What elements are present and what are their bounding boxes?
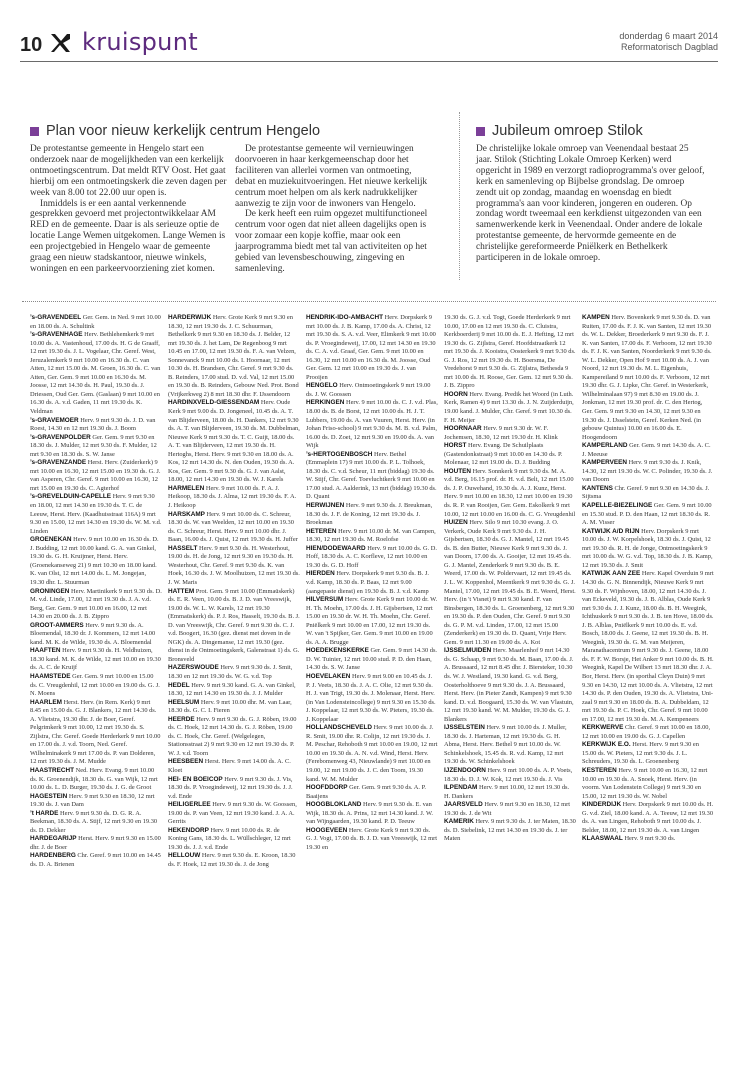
church-listing xyxy=(168,399,300,484)
listing-place: HARDEGARIJP xyxy=(30,835,77,843)
church-listing xyxy=(168,827,300,853)
listing-text: Herv. 9 mrt 9.30 ds. D. G. R. A. Beekman, 18.30 ds. A. Stijf, 12 mrt 9.30 en 19.30 ds. D. Dekker xyxy=(30,809,158,834)
listing-place: KANTENS xyxy=(582,484,613,492)
listing-text: Herst. Herv. (in Rem. Kerk) 9 mrt 8.45 en 15.00 ds. G. J. Blankers, 12 mrt 14.30 ds. A. Vlietstra, 19.30 dhr. J. de Boer, Geref. Pelgrimkerk 9 mrt 10.00, 12 mrt 19.30 ds. S. Zijlstra, Chr. Geref. Goede Herderkerk 9 mrt 10.00 en 17.00 ds. J. v.d. Toorn, Ned. Geref. Wilhelminakerk 9 mrt 17.00 ds. P. van Dolderen, 12 mrt 19.30 ds. J. M. Mudde xyxy=(30,698,161,766)
listing-text: Herv. 9 mrt 10.00 ds. J. Muller, 18.30 ds. J. Harteman, 12 mrt 19.30 ds. G. H. Abma, Herst. Herv. Bethel 9 mrt 10.00 ds. W. Schinkelshoek, 15.45 ds. R. v.d. Kamp, 12 mrt 19.30 ds. W. Schinkelshoek xyxy=(444,724,567,766)
listing-place: ’s-GRAVEMOER xyxy=(30,416,79,424)
listing-text: Herst. Herv. (Zuiderkerk) 9 mrt 10.00 en 16.30, 12 mrt 15.00 en 19.30 ds. G. J. van Asperen, Chr. Geref. 9 mrt 10.00 en 16.30, 12 mrt 15.00 en 19.30 ds. C. Agterhof xyxy=(30,459,161,492)
listing-text: Herst. Herv. 9 mrt 14.00 ds. A. C. Kloet xyxy=(168,758,291,774)
church-listing xyxy=(306,647,438,673)
listing-text: Ger. Gem. in Ned. 9 mrt 10.00 en 18.00 ds. A. Schultink xyxy=(30,314,161,330)
church-listing xyxy=(30,493,162,536)
listing-place: ’s-GRAVENHAGE xyxy=(30,331,83,339)
listing-text: Herv. Maarlenhof 9 mrt 14.30 ds. G. Schaap, 9 mrt 9.30 ds. M. Baan, 17.00 ds. J. A. Brussaard, 12 mrt 8.45 dhr. J. Biersteker, 10.30 ds. W. J. Westland, 19.30 kand. G. v.d. Berg, Oosterholthoeve 9 mrt 9.30 ds. J. A. Brussaard, Herst. Herv. (in Pieter Zandt, Kampen) 9 mrt 9.30 kand. D. v.d. Boogaard, 15.30 ds. W. van Vlastuin, 12 mrt 19.30 kand. W. M. Mulder, 19.30 ds. G. J. Blankers xyxy=(444,647,574,723)
listing-place: HOOFDDORP xyxy=(306,784,348,792)
listing-place: HEKENDORP xyxy=(168,826,209,834)
paragraph: De christelijke lokale omroep van Veenendaal bestaat 25 jaar. Stilok (Stichting Lokale Omroep Kerken) werd opgericht in 1989 en verzorgt radioprogramma's over geloof, kerk en samenleving op Bijbelse grondslag. De omroep zendt uit op zondag, maandag en woensdag en biedt programma's aan voor kinderen, jongeren en ouderen. Op zondag wordt tweemaal een kerkdienst uitgezonden van een samenwerkende kerk in Veenendaal. Onder andere de lokale protestantse gemeente, de hervormde gemeente en de christelijke gereformeerde Pniëlkerk en Bethelkerk participeren in de lokale omroep. xyxy=(476,144,705,264)
newspaper-name: Reformatorisch Dagblad xyxy=(620,42,718,52)
listing-place: HIEN/DODEWAARD xyxy=(306,544,366,552)
listing-place: ’s-GREVELDUIN-CAPELLE xyxy=(30,493,112,501)
listing-text: Herv. 9 mrt 9.30 ds. J. Vis, 18.30 ds. P. Vroegindeweij, 12 mrt 19.30 ds. J. J. v.d. Ende xyxy=(168,775,293,800)
listing-text: Ger. Gem. 9 mrt 9.30 en 18.30 ds. J. Mulder, 12 mrt 9.30 ds. F. Mulder, 12 mrt 9.30 en 18.30 ds. S. W. Janse xyxy=(30,433,157,458)
listing-text: Herst. Herv. 9 mrt 9.30 en 15.00 ds. W. Pieters, 12 mrt 9.30 ds. J. L. Schreuders, 19.30 ds. L. Groenenberg xyxy=(582,741,699,766)
listing-place: HENGELO xyxy=(306,382,338,390)
church-listing xyxy=(444,519,576,647)
listing-place: HUIZEN xyxy=(444,519,468,527)
church-listing xyxy=(444,468,576,519)
listing-place: HARDERWIJK xyxy=(168,314,212,321)
church-listing xyxy=(30,588,162,622)
church-listing xyxy=(30,417,162,434)
listing-place: GROOT-AMMERS xyxy=(30,621,84,629)
church-listing xyxy=(30,622,162,648)
church-listing xyxy=(168,511,300,545)
listing-text: Herv. Silo 9 mrt 10.30 evang. J. O. Verkerk, Oude Kerk 9 mrt 9.30 ds. J. H. Gijsbertsen, 18.30 ds. G. J. Mantel, 12 mrt 19.45 ds. B. den Butter, Nieuwe Kerk 9 mrt 9.30 ds. J. van Doorn, 17.00 ds. A. Gooijer, 12 mrt 19.45 ds. G. J. Mantel, Zenderkerk 9 mrt 9.30 ds. B. E. Weerd, 17.00 ds. W. Poldervaart, 12 mrt 19.45 ds. J. L. W. Koppenhol, Meentkerk 9 mrt 9.30 ds. G. J. Mantel, 17.00, 12 mrt 19.45 ds. B. E. Weerd, Herst. Herv. (in 't Visnet) 9 mrt 9.30 kand. F. van Binsbergen, 18.30 ds. L. Groenenberg, 12 mrt 9.30 en 19.30 ds. P. den Ouden, Chr. Geref. 9 mrt 9.30 ds. G. P. M. v.d. Linden, 17.00, 12 mrt 15.00 (Zenderkerk) en 19.30 ds. D. Quant, Vrije Herv. Gem. 9 mrt 11.30 en 19.00 ds. A. Kot xyxy=(444,519,576,646)
church-listing xyxy=(30,699,162,767)
church-listing xyxy=(30,647,162,673)
church-listing xyxy=(168,682,300,699)
article-hengelo-col2 xyxy=(235,144,434,275)
listing-place: KESTEREN xyxy=(582,766,617,774)
listing-text: Herv. 9 mrt 9.30 dr. W. F. Jochemsen, 18.30, 12 mrt 19.30 dr. H. Klink xyxy=(444,425,558,441)
church-listing xyxy=(444,784,576,801)
listing-place: HIERDEN xyxy=(306,570,335,578)
issue-date: donderdag 6 maart 2014 xyxy=(619,31,718,41)
listing-text: Herv. 9 mrt 9.30 en 18.30, 12 mrt 19.30 ds. J. de Wit xyxy=(444,801,570,817)
listing-text: Herv. 9 mrt 10.00 dr. M. van Campen, 18.30, 12 mrt 19.30 ds. M. Roelofse xyxy=(306,527,436,544)
church-listing xyxy=(168,699,300,716)
listing-place: KAMERIK xyxy=(444,818,474,826)
listing-text: Herv. 9 mrt 9.30 ds. J. Knik, 14.30, 12 mrt 19.30 ds. W. C. Polinder, 19.30 ds. J. van Doorn xyxy=(582,459,713,484)
church-listing xyxy=(582,570,714,724)
church-listing xyxy=(582,741,714,767)
listing-text: Chr. Geref. 9 mrt 10.00 en 14.45 ds. D. A. Brienen xyxy=(30,852,161,868)
church-listing xyxy=(444,442,576,468)
church-listing xyxy=(30,852,162,869)
listing-place: HARSKAMP xyxy=(168,510,205,518)
listings-column-2 xyxy=(168,314,300,870)
listing-place: HAZERSWOUDE xyxy=(168,664,219,672)
listing-text: Herv. 9 mrt 9.30 ds. J. Smit, 18.30 en 12 mrt 19.30 ds. W. G. v.d. Top xyxy=(168,664,293,680)
church-listing xyxy=(168,545,300,588)
listing-text: Ned. Herv. Evang. 9 mrt 10.00 ds. K. Groenendijk, 18.30 ds. G. van Wijk, 12 mrt 10.00 ds. L. D. Burger, 19.30 ds. J. G. de Groot xyxy=(30,766,158,792)
listing-text: Herv. 9 mrt 9.30 ds. J. ter Maten, 18.30 ds. D. Siebelink, 12 mrt 14.30 en 19.30 ds. J. ter Maten xyxy=(444,818,576,843)
listing-text: Herv. 9 mrt 9.30 kand. G. A. van Ginkel, 18.30, 12 mrt 14.30 en 19.30 ds. J. J. Mulder xyxy=(168,681,296,698)
listing-place: HEI- EN BOEICOP xyxy=(168,775,223,783)
listing-place: HEERDE xyxy=(168,715,195,723)
listing-place: HEESBEEN xyxy=(168,758,204,766)
listing-place: HOOGBLOKLAND xyxy=(306,801,362,809)
listing-text: Herv. 9 mrt 9.30 ds. H. Westerhout, 19.00 ds. H. de Jong, 12 mrt 9.30 en 19.30 ds. H. Westerhout, Chr. Geref. 9 mrt 9.30 ds. K. van Hoek, 16.30 ds. J. W. Moolhuizen, 12 mrt 19.30 ds. J. W. Maris xyxy=(168,544,300,586)
listing-text: Herv. Bethlehemkerk 9 mrt 10.00 ds. A. Vastenhoud, 17.00 ds. H. G de Graaff, 12 mrt 19.30 ds. J. L. Vogelaar, Chr. Geref. West, Jeruzalemkerk 9 mrt 10.00 en 16.30 ds. C. van Atten, 12 mrt 15.00 ds. M. Groen, 16.30 ds. C. van Atten, Ger. Gem. 9 mrt 10.00 en 16.30 ds. M. Joosse, 12 mrt 14.30 ds. H. Paul, 19.30 ds. J. Driessen, Oud Ger. Gem. (Gaslaan) 9 mrt 10.00 en 16.30 ds. A. v.d. Gaden, 11 mrt 19.30 ds. K. Veldman xyxy=(30,331,161,416)
listings-column-3 xyxy=(306,314,438,852)
listings-column-1 xyxy=(30,314,162,870)
listing-place: HAARLEM xyxy=(30,698,62,706)
purple-square-icon xyxy=(476,127,485,136)
listing-place: GRONINGEN xyxy=(30,587,70,595)
church-listing xyxy=(306,545,438,571)
listing-place: HEELSUM xyxy=(168,698,200,706)
dotted-divider xyxy=(22,301,716,302)
listing-place: KAMPERLAND xyxy=(582,442,628,450)
church-listing xyxy=(582,442,714,459)
listing-text: 19.30 ds. G. J. v.d. Togt, Goede Herderkerk 9 mrt 10.00, 17.00 en 12 mrt 19.30 ds. C. Cluistra, Kerkboerderij 9 mrt 10.00 ds. E. J. Hefting, 12 mrt 19.30 ds. G. Zijlstra, Geref. Hoofdstraatkerk 12 mrt 19.30 ds. J. Kooistra, Oosterkerk 9 mrt 9.30 ds. G. J. Ros, 12 mrt 19.30 ds. H. Boersma, De Vredehorst 9 mrt 9.30 ds. G. Zijlstra, Bethesda 9 mrt 10.00 ds. H. Roose, Ger. Gem. 12 mrt 9.30 ds. J. B. Zippro xyxy=(444,314,576,390)
listing-text: Herst. Herv. 9 mrt 9.30 en 15.00 dhr. J. de Boer xyxy=(30,835,161,851)
listing-place: HARDINXVELD-GIESSENDAM xyxy=(168,399,260,407)
church-listing xyxy=(444,314,576,391)
article-stilok-title: Jubileum omroep Stilok xyxy=(476,123,643,139)
church-listing xyxy=(168,314,300,399)
church-listing xyxy=(168,801,300,827)
listing-text: Herv. 9 mrt 10.00 ds. C. J. v.d. Plas, 18.00 ds. B. de Borst, 12 mrt 10.00 ds. H. J. T. Lubbers, 19.00 ds. A. van Vuuren, Herst. Herv. (in Johan Friso-school) 9 mrt 9.30 ds. M. B. v.d. Palm, 16.00 ds. D. Zoet, 12 mrt 9.30 en 19.00 ds. A. van Wijk xyxy=(306,399,438,450)
listing-place: GROENEKAN xyxy=(30,536,72,544)
listing-place: KINDERDIJK xyxy=(582,801,622,809)
listing-text: Herv. 9 mrt 10.00 dhr. M. van Laar, 18.30 ds. G. C. I. Fieren xyxy=(168,698,292,715)
listing-text: Herv. Martinikerk 9 mrt 9.30 ds. D. M. v.d. Linde, 17.00, 12 mrt 19.30 ds. J. A. v.d. Berg, Ger. Gem. 9 mrt 10.00 en 16.00, 12 mrt 14.30 en 20.00 ds. J. B. Zippro xyxy=(30,587,162,621)
listing-place: HAAFTEN xyxy=(30,647,61,655)
church-listing xyxy=(30,459,162,493)
listing-place: ’s-GRAVENDEEL xyxy=(30,314,82,321)
church-listing xyxy=(582,528,714,571)
listings-column-4 xyxy=(444,314,576,844)
church-listing xyxy=(582,724,714,741)
listing-place: IJSSELMUIDEN xyxy=(444,647,492,655)
listing-text: Herv. Bovenkerk 9 mrt 9.30 ds. D. van Ruiten, 17.00 ds. F. J. K. van Santen, 12 mrt 19.30 ds. W. L. Dekker, Broederkerk 9 mrt 9.30 ds. F. J. K. van Santen, 17.00 ds. F. Verboom, 12 mrt 19.30 ds. F. J. K. van Santen, Noorderkerk 9 mrt 9.30 ds. W. L. Dekker, Open Hof 9 mrt 10.00 ds. A. J. van Noord, 12 mrt 19.30 ds. M. L. Eigenhuis, Kampereiland 9 mrt 10.00 ds. F. Verboom, 12 mrt 19.30 dhr. G. J. Lipke, Chr. Geref. in Westerkerk, Wilhelminalaan 97) 9 mrt 8.30 en 19.00 ds. J. Jonkman, 12 mrt 19.30 prof. dr. C. den Hertog, Ger. Gem. 9 mrt 9.30 en 14.30, 12 mrt 9.30 en 19.30 ds. J. IJsselstein, Geref. Kerken Ned. (in gebouw Quintus) 10.00 en 16.00 ds. E. Hoogendoorn xyxy=(582,314,712,441)
church-listing xyxy=(306,451,438,502)
listing-text: Herv. Kapel Overduin 9 mrt 14.30 ds. G. N. Binnendijk, Nieuwe Kerk 9 mrt 9.30 ds. F. Wijnhoven, 18.00, 12 mrt 14.30 ds. J. van Eckeveld, 19.30 ds. J. B. Alblas, Oude Kerk 9 mrt 9.30 ds. J. J. Kunz, 18.00 ds. B. H. Weegink, Ichthuskerk 9 mrt 9.30 ds. J. B. ten Hove, 18.00 ds. J. B. Alblas, Pniëlkerk 9 mrt 10.00 ds. E. v.d. Bosch, 18.00 ds. J. Geene, 12 mrt 19.30 ds. B. H. Weegink, 19.30 ds. G. M. van Meijeren, Maranathacentrum 9 mrt 9.30 ds. J. Geene, 18.00 ds. F. F. W. Borsje, Het Anker 9 mrt 10.00 ds. B. H. Weegink, Kapel De Wilbert 13 mrt 18.30 dhr. J. A. Bor, Herst. Herv. (in sporthal Cleyn Duin) 9 mrt 9.30 en 14.30, 12 mrt 10.00 ds. A. Vlietstra, 12 mrt 14.30 ds. P. den Ouden, 19.30 ds. A. Vlietstra, Uni-zaal 9 mrt 9.30 en 18.00 ds. B. A. Dubbeldam, 12 mrt 19.30 ds. P. C. Hoek, Chr. Geref. 9 mrt 10.00 en 17.00, 12 mrt 19.30 ds. M. A. Kempeneers xyxy=(582,570,714,723)
church-listing xyxy=(306,399,438,450)
listing-place: KATWIJK A/D RIJN xyxy=(582,527,640,535)
listing-place: KATWIJK AAN ZEE xyxy=(582,570,641,578)
church-listing xyxy=(444,818,576,844)
listing-place: KAMPEN xyxy=(582,314,610,321)
church-listing xyxy=(582,835,714,844)
church-listing xyxy=(306,314,438,382)
church-listing xyxy=(582,485,714,502)
church-listing xyxy=(444,801,576,818)
listing-text: Ger. Gem. 9 mrt 9.30 ds. A. P. Baaijens xyxy=(306,784,427,800)
listing-text: Herv. 9 mrt 9.30 en 18.00, 12 mrt 14.30 en 19.30 ds. T. C. de Leeuw, Herst. Herv. (Kaadhuisstraat 116A) 9 mrt 9.30 en 15.00, 12 mrt 14.30 en 19.30 ds. W. M. v.d. Linden xyxy=(30,493,162,535)
section-title: kruispunt xyxy=(82,28,198,56)
listing-text: Herv. 9 mrt 10.00 ds. J. R. Smit, 19.00 dhr. R. Colijn, 12 mrt 19.30 ds. J. M. Peschar, Rehoboth 9 mrt 10.00 en 19.00, 12 mrt 10.00 en 19.30 ds. A. N. v.d. Wind, Herst. Herv. (Ferebomenweg 43, Nieuwlande) 9 mrt 10.00 en 19.00, 12 mrt 19.00 ds. J. C. den Toom, 19.30 kand. W. M. Mulder xyxy=(306,724,438,783)
listing-place: HELLOUW xyxy=(168,852,201,860)
listing-place: HENDRIK-IDO-AMBACHT xyxy=(306,314,384,321)
listing-place: HERWIJNEN xyxy=(306,502,345,510)
listing-place: HOUTEN xyxy=(444,467,471,475)
listing-text: Herv. Sonnkerk 9 mrt 9.30 ds. M. A. v.d. Berg, 16.15 prof. dr. H. v.d. Belt, 12 mrt 15.00 ds. J. P. Ouwehand, 19.30 ds. A. J. Kunz, Herst. Herv. 9 mrt 10.00 en 18.30, 12 mrt 10.00 en 19.30 ds. R. P. van Rooijen, Ger. Gem. Eskolkerk 9 mrt 10.00, 12 mrt 10.00 en 16.00 ds. C. G. Vreugdenhil xyxy=(444,467,576,518)
church-listing xyxy=(30,536,162,587)
listing-text: Herv. Grote Kerk 9 mrt 10.00 dr. W. H. Th. Moehn, 17.00 ds. J. H. Gijsbertsen, 12 mrt 15.00 en 19.30 dr. W. H. Th. Moehn, Chr. Geref. Pniëlkerk 9 mrt 10.00 en 17.00, 12 mrt 19.30 ds. W. van 't Spijker, Ger. Gem. 9 mrt 10.00 en 19.00 ds. A. A. Brugge xyxy=(306,596,438,646)
listing-text: Ger. Gem. 9 mrt 14.30 ds. A. C. J. Meeuse xyxy=(582,442,711,458)
listing-place: HOLLANDSCHEVELD xyxy=(306,724,373,732)
church-listing xyxy=(306,827,438,853)
listing-place: HARDENBERG xyxy=(30,852,76,860)
listing-place: HOOGEVEEN xyxy=(306,826,348,834)
church-listing xyxy=(306,528,438,545)
church-listing xyxy=(444,724,576,767)
church-listing xyxy=(582,801,714,835)
header-rule xyxy=(20,61,718,62)
church-listing xyxy=(582,459,714,485)
listing-place: HAASTRECHT xyxy=(30,766,75,774)
header-meta xyxy=(619,31,718,53)
paragraph: De protestantse gemeente in Hengelo start een onderzoek naar de mogelijkheden van een kerkelijk ontmoetingscentrum. Dat meldt RTV Oost. Het gaat hierbij om een ontmoetingskerk die zeven dagen per week van 8.00 tot 22.00 uur open is. xyxy=(30,144,227,198)
listing-place: HOORNAAR xyxy=(444,425,482,433)
listing-place: HASSELT xyxy=(168,544,198,552)
church-listing xyxy=(444,767,576,784)
church-listing xyxy=(30,434,162,460)
listing-place: HARMELEN xyxy=(168,484,205,492)
listing-text: Herv. Dorpskerk 9 mrt 10.00 ds. J. W. Korpelshoek, 18.30 ds. J. Quist, 12 mrt 19.30 ds. R. H. de Jonge, Ontmoetingskerk 9 mrt 10.00 ds. W. G. v.d. Top, 18.30 ds. J. B. Kamp, 12 mrt 19.30 ds. J. Smit xyxy=(582,527,713,569)
listing-place: IJSSELSTEIN xyxy=(444,724,485,732)
listing-text: Herv. 9 mrt 10.00 ds. R. de Koning Gans, 18.30 ds. L. Wüllschleger, 12 mrt 19.30 ds. J. J. v.d. Ende xyxy=(168,826,291,851)
church-listing xyxy=(306,673,438,724)
church-listing xyxy=(30,314,162,331)
church-listing xyxy=(444,391,576,425)
column-separator xyxy=(459,112,460,280)
church-listing xyxy=(306,502,438,528)
listing-text: Herv. 9 mrt 9.30 en 18.30, 12 mrt 19.30 ds. J. van Dam xyxy=(30,792,155,809)
listing-text: Herv. 9 mrt 9.30 ds. G. J. Röben, 19.00 ds. C. Hoek, 12 mrt 14.30 ds. G. J. Röben, 19.00 ds. C. Hoek, Chr. Geref. (Welgelegen, Stationsstraat 2) 9 mrt 9.30 en 12 mrt 19.30 ds. P. W. J. v.d. Toorn xyxy=(168,715,297,757)
church-listing xyxy=(582,767,714,801)
listing-text: Ger. Gem. 9 mrt 10.00 en 15.00 ds. C. Vreugdenhil, 12 mrt 10.00 en 19.00 ds. G. J. N. Moens xyxy=(30,672,160,698)
listing-place: HOEDEKENSKERKE xyxy=(306,647,369,655)
listings-column-5 xyxy=(582,314,714,844)
church-listing xyxy=(306,382,438,399)
listing-place: HOORN xyxy=(444,390,468,398)
church-listing xyxy=(168,588,300,665)
article-hengelo-col1 xyxy=(30,144,229,275)
listing-place: KERKWIJK E.O. xyxy=(582,741,631,749)
paragraph: De protestantse gemeente wil vernieuwingen doorvoeren in haar kerkgemeenschap door het faciliteren van allerlei vormen van ontmoeting, debat en muziekuitvoeringen. Het nieuwe kerkelijk centrum moet helpen om als kerk nadrukkelijker aanwezig te zijn voor de inwoners van Hengelo. xyxy=(235,144,428,209)
listing-place: JAARSVELD xyxy=(444,801,483,809)
listing-text: Herv. 9 mrt 10.00 ds. C. Schreur, 18.30 ds. W. van Weelden, 12 mrt 10.00 en 19.30 ds. C. Schreur, Herst. Herv. 9 mrt 10.00 dhr. J. Baan, 16.00 ds. J. Quist, 12 mrt 19.30 ds. H. Juffer xyxy=(168,510,298,544)
listing-text: Herv. Evang. De Schuilplaats (Gastendonkstraat) 9 mrt 10.00 en 14.30 ds. P. Molenaar, 12 mrt 19.00 ds. D. J. Budding xyxy=(444,442,563,467)
listing-text: Herv. Dorpskerk 9 mrt 10.00 ds. H. G. v.d. Ziel, 18.00 kand. A. A. Teeuw, 12 mrt 19.30 ds. A. van Lingen, Rehoboth 9 mrt 10.00 ds. J. Belder, 18.00, 12 mrt 19.30 ds. A. van Lingen xyxy=(582,801,714,834)
listing-text: Herv. 9 mrt 9.30 ds. J. Breukman, 18.30 ds. J. F. de Koning, 12 mrt 19.30 ds. J. Broekman xyxy=(306,502,433,527)
church-listing xyxy=(582,502,714,528)
church-listing xyxy=(306,724,438,784)
listing-text: Herv. 9 mrt 9.30 ds. W. Goossen, 19.00 ds. P. van Veen, 12 mrt 19.30 kand. J. A. A. Gerrits xyxy=(168,801,297,826)
listing-place: HILVERSUM xyxy=(306,596,344,604)
x-arrow-logo-icon xyxy=(48,31,72,55)
listing-text: Chr. Geref. 9 mrt 10.00 en 18.00, 12 mrt 10.00 en 19.00 ds. G. J. Capellen xyxy=(582,724,711,740)
listing-place: HERKINGEN xyxy=(306,399,345,407)
church-listing xyxy=(444,647,576,724)
listing-place: HETEREN xyxy=(306,527,337,535)
listing-text: Ger. Gem. 9 mrt 10.00 en 15.30 stud. P. D. den Haan, 12 mrt 18.30 ds. R. A. M. Visser xyxy=(582,502,712,527)
listing-place: HOEVELAKEN xyxy=(306,672,351,680)
listing-place: IJZENDOORN xyxy=(444,766,486,774)
listing-text: Herv. Dorpskerk 9 mrt 9.30 ds. B. J. v.d. Kamp, 18.30 ds. P. Baas, 12 mrt 9.00 (aangepaste dienst) en 19.30 ds. B. J. v.d. Kamp xyxy=(306,570,429,595)
listing-place: HATTEM xyxy=(168,587,195,595)
listing-text: Herv. 9 mrt 9.30 ds. E. Kroon, 18.30 ds. F. Hoek, 12 mrt 19.30 ds. J. de Jong xyxy=(168,852,296,868)
listing-text: Herv. Dorpskerk 9 mrt 10.00 ds. J. B. Kamp, 17.00 ds. A. Christ, 12 mrt 19.30 ds. S. A. v.d. Veer, Elimkerk 9 mrt 10.00 ds. P. Vroegindeweij, 17.00, 12 mrt 14.30 en 19.30 ds. C. A. v.d. Graaf, Ger. Gem. 9 mrt 10.00 en 16.30, 12 mrt 10.00 en 16.30 ds. M. Joosse, Oud Ger. Gem. 12 mrt 10.00 en 19.30 ds. J. van Prooijen xyxy=(306,314,436,381)
listing-place: HAGESTEIN xyxy=(30,792,68,800)
listing-text: Prot. Gem. 9 mrt 10.00 (Emmaüskerk) ds. E. R. Veen, 10.00 ds. B. J. D. van Vreeswijk, 19.00 ds. W. L. W. Karels, 12 mrt 19.30 (Emmaüskerk) ds. P. J. Ros, Hasselt, 19.30 ds. B. J. D. van Vreeswijk, Chr. Geref. 9 mrt 9.30 ds. C. J. v.d. Boogert, 16.30 (gez. dienst met doven in de NGK) ds. A. Dingemanse, 12 mrt 19.30 (gez. dienst in de Ontmoetingskerk, Galenstraat 1) ds. G. Bronsveld xyxy=(168,587,300,663)
church-listing xyxy=(30,767,162,793)
church-listing xyxy=(30,793,162,810)
paragraph: De kerk heeft een ruim opgezet multifunctioneel centrum voor ogen dat niet alleen dagelijks open is voor zomaar een kopje koffie, maar ook een jaarprogramma biedt met tal van activiteiten op het gebied van levensbeschouwing, zingeving en samenleving. xyxy=(235,209,428,274)
listing-place: ’s-HERTOGENBOSCH xyxy=(306,450,373,458)
listing-text: Herv. 9 mrt 10.00 ds. F. A. J. Heikoop, 18.30 ds. J. Alma, 12 mrt 19.30 ds. F. A. J. Heikoop xyxy=(168,484,297,510)
listing-place: HEDEL xyxy=(168,681,190,689)
listing-place: ’s-GRAVENPOLDER xyxy=(30,433,91,441)
listing-text: Herv. 9 mrt 9.30 ds. E. van Wijk, 18.30 ds. A. Prins, 12 mrt 14.30 kand. J. W. van Wijngaarden, 19.30 kand. P. D. Teeuw xyxy=(306,801,434,826)
church-listing xyxy=(582,314,714,442)
article-hengelo-title: Plan voor nieuw kerkelijk centrum Hengelo xyxy=(30,123,320,139)
church-listing xyxy=(306,784,438,801)
listing-text: Ger. Gem. 9 mrt 14.30 ds. D. W. Tuinier, 12 mrt 10.00 stud. P. D. den Haan, 14.30 ds. S. W. Janse xyxy=(306,647,438,672)
listing-text: Herv. Grote Kerk 9 mrt 9.30 en 18.30, 12 mrt 19.30 ds. J. C. Schuurman, Bethelkerk 9 mrt 9.30 en 18.30 ds. J. Belder, 12 mrt 19.30 ds. J. het Lam, De Regenboog 9 mrt 10.45 en 17.00, 12 mrt 19.30 ds. F. A. van Velzen, Sonnevanck 9 mrt 10.00 ds. I. Hoornaar, 12 mrt 10.30 ds. H. Brandsen, Chr. Geref. 9 mrt 9.30 ds. B. Reinders, 17.00 stud. D. v.d. Val, 12 mrt 15.00 en 19.30 ds. B. Reinders, Gebouw Ned. Prot. Bond (Vrijkerkweg 2) 8 mrt 18.30 dhr. F. IJssendoorn xyxy=(168,314,299,398)
listing-place: KAPELLE-BIEZELINGE xyxy=(582,502,653,510)
church-listing xyxy=(444,425,576,442)
listing-text: Herv. Evang. Predik het Woord (in Luth. Kerk, Ramen 4) 9 mrt 13.30 ds. J. N. Zuijderduijn, 19.00 kand. J. Mulder, Chr. Geref. 9 mrt 10.30 ds. F. H. Meijer xyxy=(444,390,574,424)
listing-text: Herv. 9 mrt 9.00 en 10.45 ds. J. P. J. Veets, 18.30 ds. J. A. C. Olie, 12 mrt 9.30 ds. H. J. van Trigt, 19.30 ds. J. Molenaar, Herst. Herv. (in Van Lodensteincollege) 9 mrt 9.30 en 15.30 ds. J. Koppelaar, 12 mrt 9.30 ds. W. Pieters, 19.30 ds. J. Koppelaar xyxy=(306,672,436,723)
listing-text: Herv. Grote Kerk 9 mrt 9.30 ds. G. J. Vogt, 17.00 ds. B. J. D. van Vreeswijk, 12 mrt 19.30 en xyxy=(306,826,437,851)
listing-place: HAAMSTEDE xyxy=(30,672,71,680)
listing-text: Herv. 9 mrt 9.30 ds. xyxy=(624,835,676,843)
church-listing xyxy=(168,716,300,759)
article-stilok-body xyxy=(476,144,706,264)
listing-place: ’s-GRAVENZANDE xyxy=(30,459,87,467)
church-listing xyxy=(168,664,300,681)
listing-text: Herv. 9 mrt 9.30 ds. A. Bloemendal, 18.30 dr. J. Kommers, 12 mrt 14.00 kand. M. K. de Wilde, 19.30 ds. A. Bloemendal xyxy=(30,621,156,646)
church-listing xyxy=(306,801,438,827)
listing-place: KLAASWAAL xyxy=(582,835,623,843)
listing-place: ’t HARDE xyxy=(30,809,59,817)
listing-place: KERKWERVE xyxy=(582,724,624,732)
listing-text: Chr. Geref. 9 mrt 9.30 en 14.30 ds. J. Sijtsma xyxy=(582,484,710,501)
listing-text: Herv. 9 mrt 10.00 ds. G. D. Hoff, 18.30 ds. A. C. Korfleve, 12 mrt 10.00 en 19.30 ds. G. D. Hoff xyxy=(306,544,437,569)
church-listing xyxy=(306,570,438,596)
listing-text: Herv. 9 mrt 10.00 en 16.30, 12 mrt 10.00 en 19.30 ds. A. Snoek, Herst. Herv. (in voorm. Van Lodenstein College) 9 mrt 9.30 en 15.00, 12 mrt 19.30 ds. W. Nobel xyxy=(582,766,708,800)
church-listing xyxy=(168,776,300,802)
listing-place: ILPENDAM xyxy=(444,784,478,792)
church-listing xyxy=(306,596,438,647)
listing-text: Herv. 9 mrt 10.00 en 16.30 ds. D. J. Budding, 12 mrt 10.00 kand. G. A. van Ginkel, 19.30 ds. G. H. Kruijmer, Herst. Herv. (Groenekanseweg 21) 9 mrt 10.30 en 18.00 kand. K. van Olst, 12 mrt 14.00 ds. L. M. Jongejan, 19.30 dhr. L. Stuurman xyxy=(30,536,159,586)
listing-text: Herv. Bethel (Emmaplein 17) 9 mrt 10.00 ds. P. L. Tolhoek, 18.30 ds. C. v.d. Scheur, 11 mrt (biddag) 19.30 ds. W. Stijf, Chr. Geref. Toevluchtkerk 9 mrt 10.00 en 17.00 stud. A. Aalderink, 13 mrt (biddag) 19.30 ds. D. Quant xyxy=(306,450,437,501)
church-listing xyxy=(30,673,162,699)
paragraph: Inmiddels is er een aantal verkennende gesprekken gevoerd met projectontwikkelaar AM RED en de gemeente. Daar is als serieuze optie de locatie Lange Wemen uitgekomen. Lange Wemen is een projectgebied in Hengelo waar de gemeente graag een nieuw stadskantoor, nieuwe winkels, woningen en een parkeervoorziening ziet komen. xyxy=(30,198,226,274)
listing-text: Herv. Ontmoetingskerk 9 mrt 19.00 ds. J. W. Goossen xyxy=(306,382,431,398)
listing-text: Herv. Oude Kerk 9 mrt 9.00 ds. D. Jongeneel, 10.45 ds. A. T. van Blijderveen, 18.00 ds. H. Dankers, 12 mrt 9.30 ds. A. T. van Blijderveen, 19.30 ds. M. Dubbelman, Nieuwe Kerk 9 mrt 9.30 ds. T. C. Guijt, 18.00 ds. A. T. van Blijderveen, 12 mrt 19.30 ds. H. Hertoghs, Herst. Herv. 9 mrt 9.30 en 18.00 ds. A. Kos, 12 mrt 14.30 ds. N. den Ouden, 19.30 ds. A. Kos, Ger. Gem. 9 mrt 9.30 ds. G. J. van Aalst, 18.00, 12 mrt 14.30 en 19.30 ds. W. J. Karels xyxy=(168,399,300,484)
church-listing xyxy=(30,835,162,852)
listing-place: HEILIGERLEE xyxy=(168,801,211,809)
purple-square-icon xyxy=(30,127,39,136)
church-listing xyxy=(30,810,162,836)
page-number: 10 xyxy=(20,34,43,56)
church-listing xyxy=(168,758,300,775)
listing-text: Herv. 9 mrt 9.30 ds. H. Veldhuizen, 18.30 kand. M. K. de Wilde, 12 mrt 10.00 en 19.30 ds. A. C. de Kruijf xyxy=(30,647,161,672)
church-listing xyxy=(30,331,162,416)
listing-text: Herv. 9 mrt 9.30 ds. J. D. van Roest, 14.30 en 12 mrt 19.30 ds. J. Boom xyxy=(30,416,156,433)
listing-place: HORST xyxy=(444,442,467,450)
listing-text: Herv. 9 mrt 10.00 ds. A. P. Voets, 18.30 ds. D. J. W. Kok, 12 mrt 19.30 ds. J. Vis xyxy=(444,766,573,783)
church-listing xyxy=(168,485,300,511)
listing-text: Herv. 9 mrt 10.00, 12 mrt 19.30 ds. H. Dankers xyxy=(444,784,570,800)
listing-place: KAMPERVEEN xyxy=(582,459,627,467)
church-listing xyxy=(168,852,300,869)
